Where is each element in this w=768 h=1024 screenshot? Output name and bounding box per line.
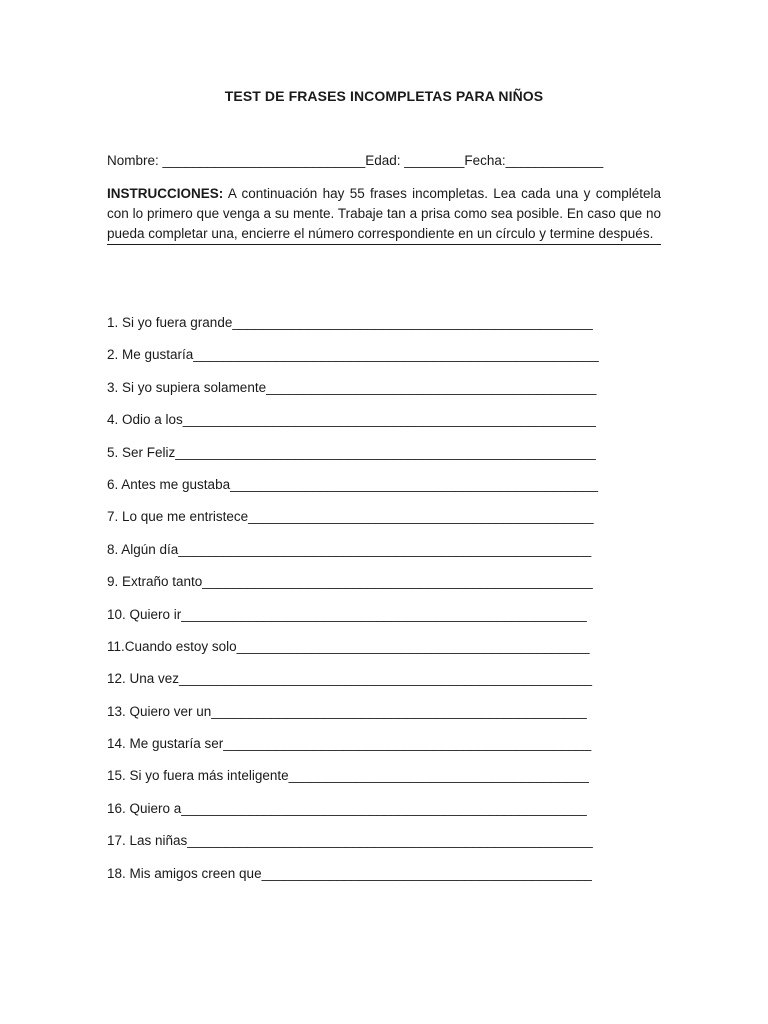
sentence-item: 6. Antes me gustaba_________________________________________________ xyxy=(107,476,598,492)
sentence-item: 11.Cuando estoy solo_______________________________________________ xyxy=(107,638,590,654)
sentence-list xyxy=(107,313,667,896)
sentence-item: 16. Quiero a______________________________________________________ xyxy=(107,800,587,816)
sentence-item: 15. Si yo fuera más inteligente________________________________________ xyxy=(107,768,589,784)
sentence-item: 7. Lo que me entristece______________________________________________ xyxy=(107,509,594,525)
sentence-item: 5. Ser Feliz________________________________________________________ xyxy=(107,444,596,460)
sentence-item: 3. Si yo supiera solamente____________________________________________ xyxy=(107,379,597,395)
sentence-item: 17. Las niñas______________________________________________________ xyxy=(107,833,593,849)
sentence-item: 9. Extraño tanto____________________________________________________ xyxy=(107,574,593,590)
sentence-item: 1. Si yo fuera grande________________________________________________ xyxy=(107,315,593,330)
sentence-item: 2. Me gustaría______________________________________________________ xyxy=(107,347,599,363)
sentence-item: 10. Quiero ir______________________________________________________ xyxy=(107,606,587,622)
instructions-text: A continuación hay 55 frases incompletas. Lea cada una y complétela con lo primero que venga a su mente. Trabaje tan a prisa como sea posible. En caso que no pueda completar una, encierre el número correspondiente en un círculo y termine después. xyxy=(107,186,661,241)
sentence-item: 12. Una vez_______________________________________________________ xyxy=(107,671,592,687)
sentence-item: 13. Quiero ver un__________________________________________________ xyxy=(107,703,587,719)
instructions-paragraph xyxy=(107,184,661,245)
name-age-date-line: Nombre: ___________________________Edad: ________Fecha:_____________ xyxy=(107,153,604,168)
sentence-item: 14. Me gustaría ser_________________________________________________ xyxy=(107,736,592,752)
sentence-item: 4. Odio a los_______________________________________________________ xyxy=(107,412,596,428)
sentence-item: 8. Algún día_______________________________________________________ xyxy=(107,541,592,557)
sentence-item: 18. Mis amigos creen que____________________________________________ xyxy=(107,865,592,881)
instructions-label: INSTRUCCIONES: xyxy=(107,186,224,201)
document-title: TEST DE FRASES INCOMPLETAS PARA NIÑOS xyxy=(224,88,544,104)
